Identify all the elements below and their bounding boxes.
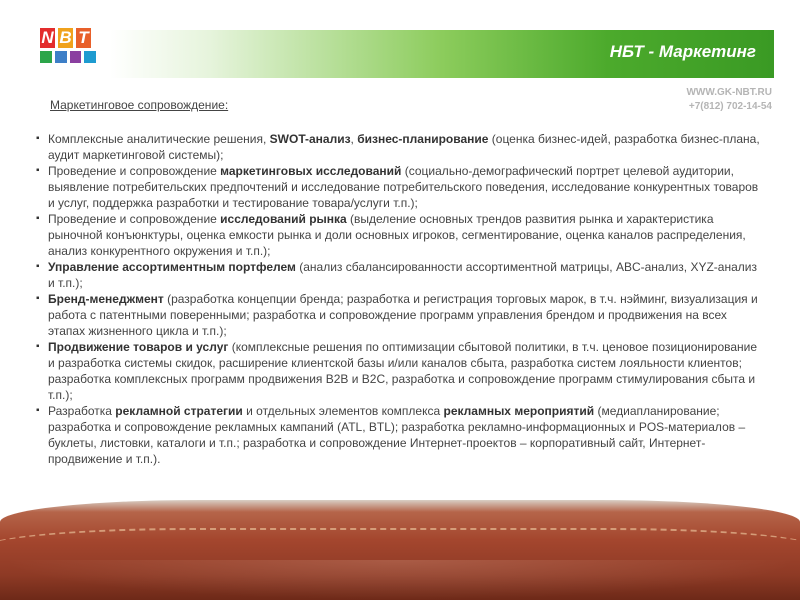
list-item <box>36 163 766 211</box>
list-item <box>36 131 766 163</box>
emphasis-text: маркетинговых исследований <box>220 164 402 178</box>
logo-letter-b: B <box>59 28 72 47</box>
section-heading: Маркетинговое сопровождение: <box>50 98 229 112</box>
emphasis-text: рекламных мероприятий <box>443 404 595 418</box>
logo-square-green <box>40 51 52 63</box>
item-text: (комплексные решения по оптимизации сбытовой политики, в т.ч. ценовое позиционирование и разработка системы скидок, расширение клиентской базы и/или каналов сбыта, разработка систем лояльности клиентов; разработка комплексных программ продвижения B2B и B2C, разработка и сопровождение программ стимулирования сбыта и т.п.); <box>48 340 758 402</box>
item-text: , <box>350 132 358 146</box>
list-item <box>36 211 766 259</box>
bullet-icon: ▪ <box>36 405 40 416</box>
logo-letter-t: T <box>76 28 91 48</box>
header-banner <box>110 30 774 78</box>
emphasis-text: бизнес-планирование <box>357 132 489 146</box>
list-item <box>36 339 766 403</box>
item-text: (медиапланирование; разработка и сопровождение рекламных кампаний (ATL, BTL); разработка рекламно-информационных и POS-материалов – буклеты, листовки, каталоги и т.п.; разработка и сопровождение Интернет-проектов – корпоративный сайт, Интернет-продвижение и т.п.). <box>48 404 746 466</box>
logo-color-squares <box>40 51 96 63</box>
contact-info <box>686 86 772 114</box>
list-item <box>36 403 766 467</box>
emphasis-text: рекламной стратегии <box>115 404 243 418</box>
emphasis-text: Продвижение товаров и услуг <box>48 340 229 354</box>
emphasis-text: Бренд-менеджмент <box>48 292 164 306</box>
phone-number: +7(812) 702-14-54 <box>688 101 772 112</box>
list-item <box>36 259 766 291</box>
services-list <box>36 131 766 467</box>
bullet-icon: ▪ <box>36 293 40 304</box>
logo-letter-n: N <box>41 28 54 47</box>
item-text: и отдельных элементов комплекса <box>242 404 444 418</box>
item-text: Разработка <box>48 404 116 418</box>
logo-square-cyan <box>84 51 96 63</box>
item-text: (анализ сбалансированности ассортиментной матрицы, ABC-анализ, XYZ-анализ и т.п.); <box>48 260 757 290</box>
bullet-icon: ▪ <box>36 165 40 176</box>
item-text: (оценка бизнес-идей, разработка бизнес-плана, аудит маркетинговой системы); <box>48 132 760 162</box>
bullet-icon: ▪ <box>36 213 40 224</box>
bullet-icon: ▪ <box>36 261 40 272</box>
bullet-icon: ▪ <box>36 133 40 144</box>
item-text: Комплексные аналитические решения, <box>48 132 270 146</box>
company-logo <box>40 28 96 78</box>
list-item <box>36 291 766 339</box>
logo-square-purple <box>70 51 82 63</box>
logo-letters <box>40 28 96 48</box>
leather-sheen <box>0 560 800 600</box>
item-text: (разработка концепции бренда; разработка и регистрация торговых марок, в т.ч. нэйминг, визуализация и работа с патентными поверенными; разработка и сопровождение программ управления брендом и продвижения на всех этапах жизненного цикла и т.п.); <box>48 292 758 338</box>
item-text: Проведение и сопровождение <box>48 212 221 226</box>
item-text: Проведение и сопровождение <box>48 164 221 178</box>
emphasis-text: Управление ассортиментным портфелем <box>48 260 296 274</box>
emphasis-text: исследований рынка <box>220 212 347 226</box>
page-title: НБТ - Маркетинг <box>609 42 756 61</box>
website-link[interactable]: WWW.GK-NBT.RU <box>686 87 772 98</box>
bullet-icon: ▪ <box>36 341 40 352</box>
item-text: (выделение основных трендов развития рынка и характеристика рыночной конъюнктуры, оценка емкости рынка и доли основных игроков, сегментирование, оценка каналов распределения, анализ конкурентного окружения и т.п.); <box>48 212 746 258</box>
emphasis-text: SWOT-анализ <box>269 132 351 146</box>
logo-square-blue <box>55 51 67 63</box>
item-text: (социально-демографический портрет целевой аудитории, выявление потребительских предпочтений и исследование потребительского поведения, исследование конкурентных товаров и услуг, поддержка разработки и тестирование товара/услуги т.п.); <box>48 164 759 210</box>
